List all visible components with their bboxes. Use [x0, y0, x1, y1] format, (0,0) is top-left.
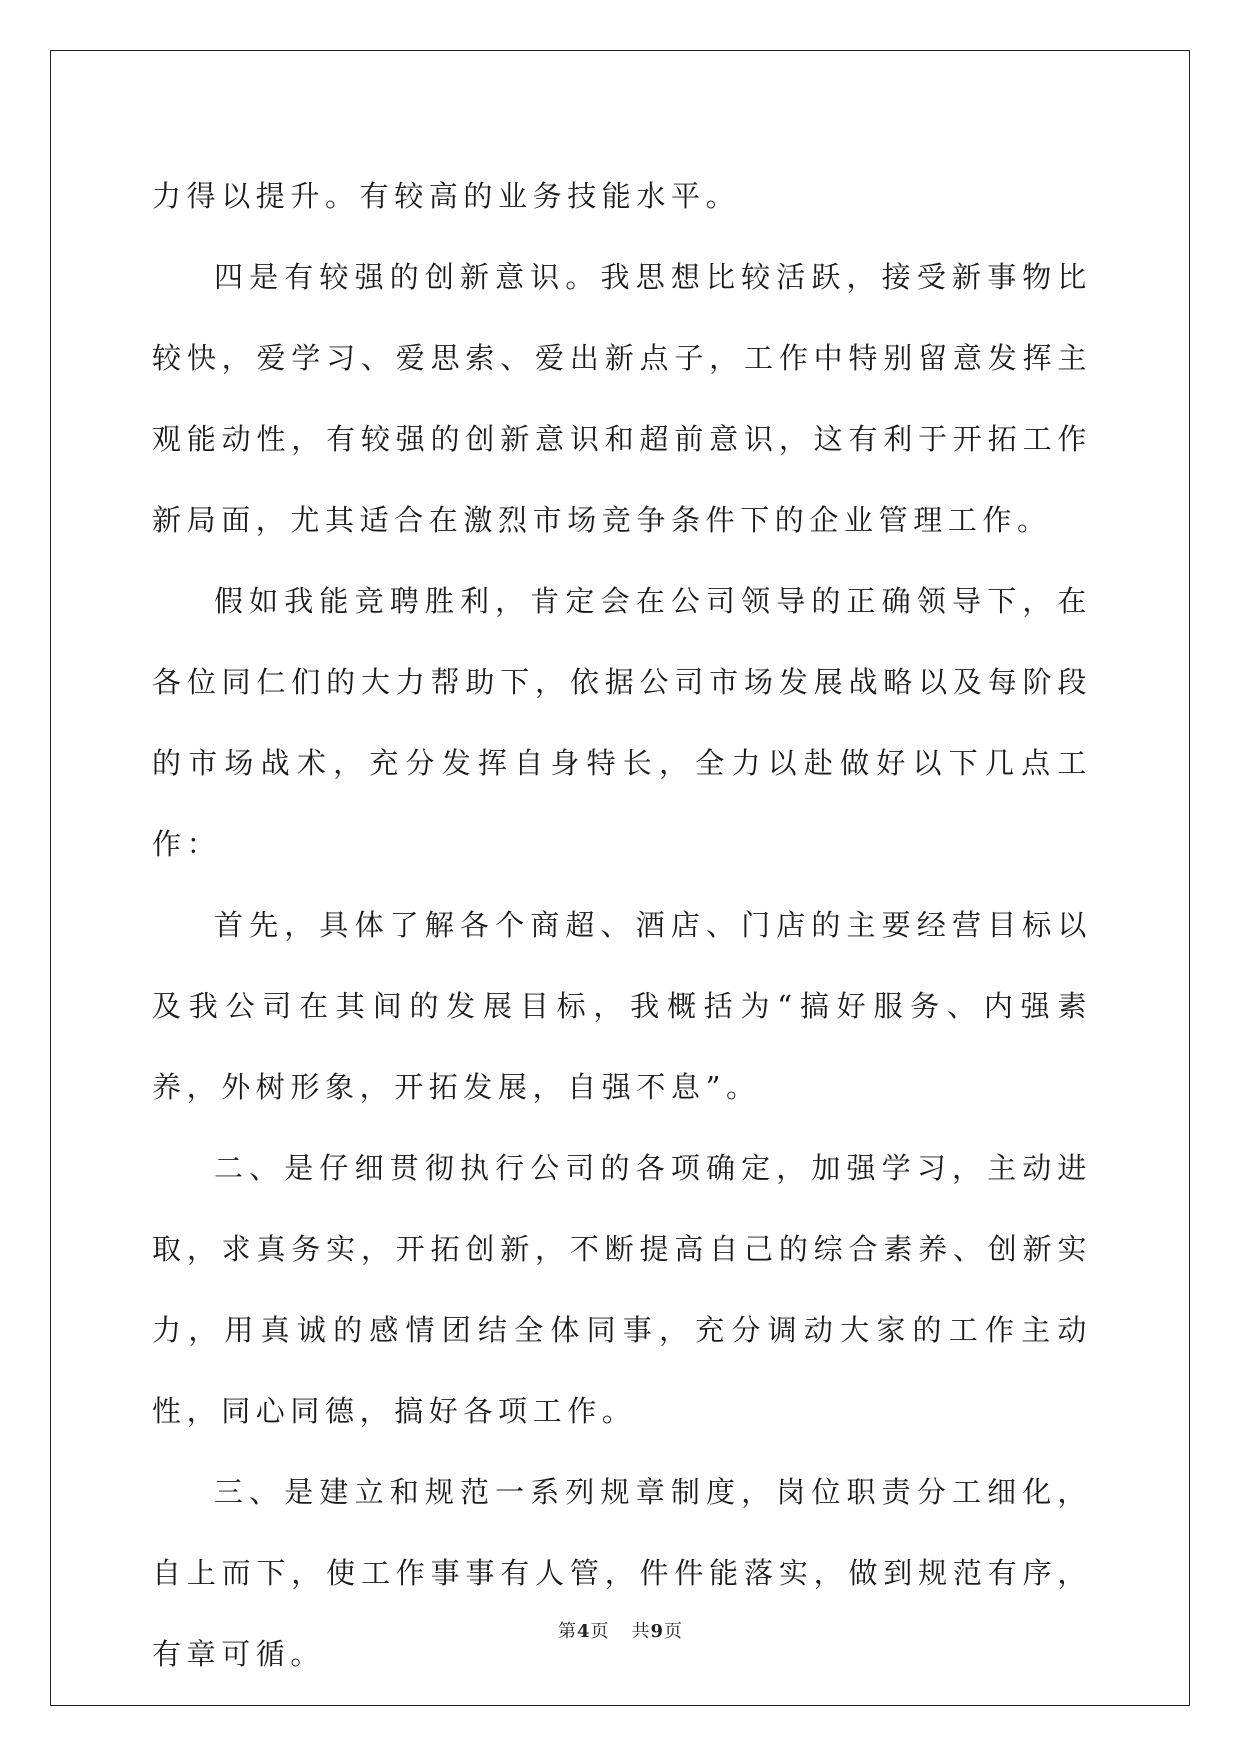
- footer-total-unit: 页: [664, 1621, 684, 1642]
- footer-prefix: 第: [557, 1621, 577, 1642]
- paragraph-5: 二、是仔细贯彻执行公司的各项确定，加强学习，主动进取，求真务实，开拓创新，不断提高自己的综合素养、创新实力，用真诚的感情团结全体同事，充分调动大家的工作主动性，同心同德，搞好各项工作。: [152, 1151, 1092, 1428]
- footer-total-prefix: 共: [631, 1621, 651, 1642]
- total-pages-number: 9: [650, 1621, 665, 1642]
- paragraph-6: 三、是建立和规范一系列规章制度，岗位职责分工细化，自上而下，使工作事事有人管，件件能落实，做到规范有序，有章可循。: [152, 1475, 1092, 1671]
- paragraph-3: 假如我能竞聘胜利，肯定会在公司领导的正确领导下，在各位同仁们的大力帮助下，依据公司市场发展战略以及每阶段的市场战术，充分发挥自身特长，全力以赴做好以下几点工作：: [152, 584, 1092, 861]
- document-body: [152, 156, 1092, 1695]
- footer-page-unit: 页: [590, 1621, 610, 1642]
- current-page-number: 4: [576, 1621, 591, 1642]
- paragraph-2: 四是有较强的创新意识。我思想比较活跃，接受新事物比较快，爱学习、爱思索、爱出新点子，工作中特别留意发挥主观能动性，有较强的创新意识和超前意识，这有利于开拓工作新局面，尤其适合在激烈市场竞争条件下的企业管理工作。: [152, 260, 1092, 537]
- paragraph-4: 首先，具体了解各个商超、酒店、门店的主要经营目标以及我公司在其间的发展目标，我概括为“搞好服务、内强素养，外树形象，开拓发展，自强不息”。: [152, 908, 1092, 1104]
- paragraph-1: 力得以提升。有较高的业务技能水平。: [152, 179, 741, 213]
- page-footer: [0, 1620, 1241, 1644]
